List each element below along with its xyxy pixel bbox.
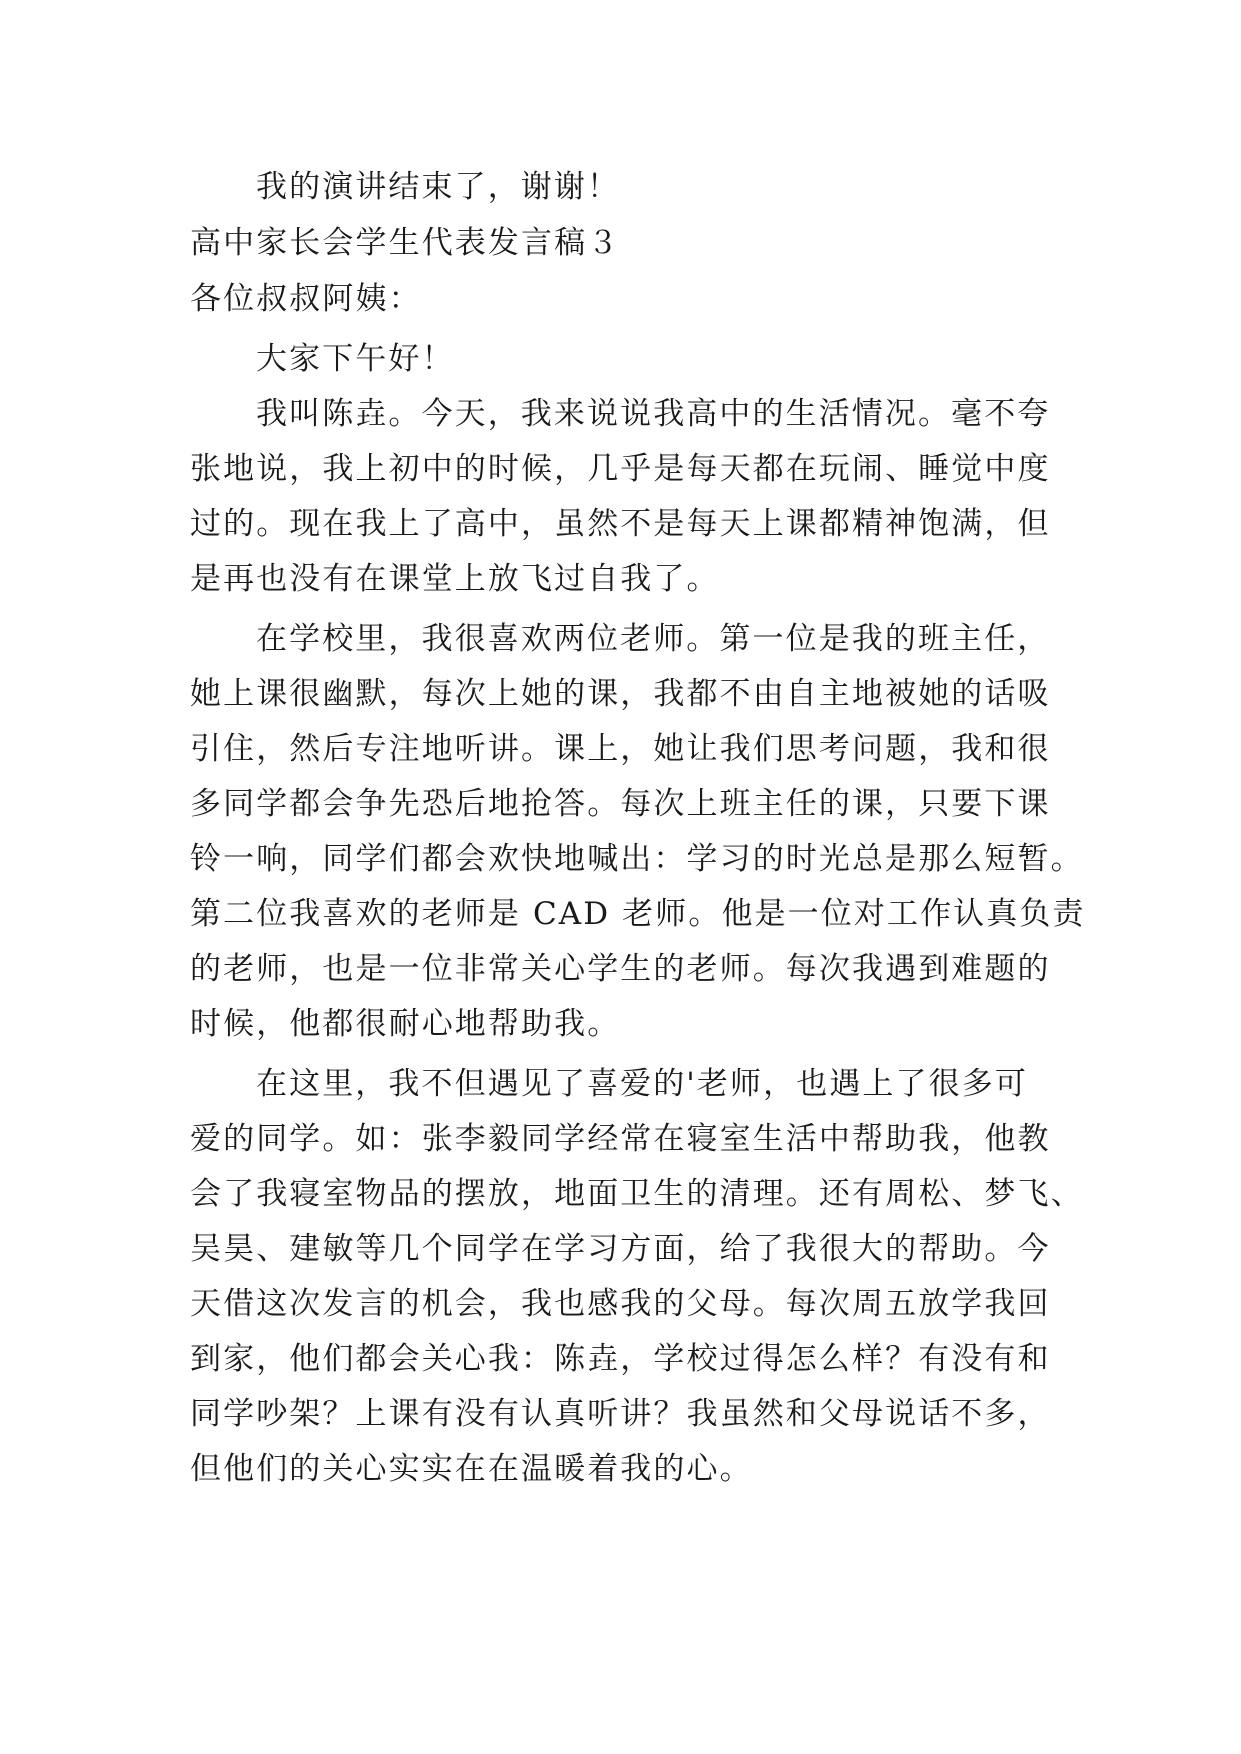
paragraph-3-line-7: 同学吵架？上课有没有认真听讲？我虽然和父母说话不多， xyxy=(190,1396,1051,1432)
salutation: 各位叔叔阿姨： xyxy=(190,281,422,317)
paragraph-3-line-2: 爱的同学。如：张李毅同学经常在寝室生活中帮助我，他教 xyxy=(190,1121,1051,1157)
paragraph-1-line-1: 我叫陈垚。今天，我来说说我高中的生活情况。毫不夸 xyxy=(256,396,1051,432)
paragraph-1-line-3: 过的。现在我上了高中，虽然不是每天上课都精神饱满，但 xyxy=(190,506,1051,542)
greeting: 大家下午好！ xyxy=(256,341,455,377)
paragraph-2-line-7: 的老师，也是一位非常关心学生的老师。每次我遇到难题的 xyxy=(190,951,1051,987)
paragraph-1-line-2: 张地说，我上初中的时候，几乎是每天都在玩闹、睡觉中度 xyxy=(190,451,1051,487)
closing-line: 我的演讲结束了，谢谢！ xyxy=(256,169,621,205)
paragraph-2-line-1: 在学校里，我很喜欢两位老师。第一位是我的班主任， xyxy=(256,621,1051,657)
section-title: 高中家长会学生代表发言稿３ xyxy=(190,225,621,261)
paragraph-3-line-8: 但他们的关心实实在在温暖着我的心。 xyxy=(190,1451,753,1487)
paragraph-2-line-6: 第二位我喜欢的老师是 CAD 老师。他是一位对工作认真负责 xyxy=(190,896,1086,932)
paragraph-3-line-4: 吴昊、建敏等几个同学在学习方面，给了我很大的帮助。今 xyxy=(190,1231,1051,1267)
paragraph-2-line-5: 铃一响，同学们都会欢快地喊出：学习的时光总是那么短暂。 xyxy=(190,841,1084,877)
paragraph-2-line-4: 多同学都会争先恐后地抢答。每次上班主任的课，只要下课 xyxy=(190,786,1051,822)
paragraph-3-line-3: 会了我寝室物品的摆放，地面卫生的清理。还有周松、梦飞、 xyxy=(190,1176,1084,1212)
paragraph-3-line-1: 在这里，我不但遇见了喜爱的'老师，也遇上了很多可 xyxy=(256,1066,1028,1102)
paragraph-2-line-8: 时候，他都很耐心地帮助我。 xyxy=(190,1006,621,1042)
paragraph-2-line-2: 她上课很幽默，每次上她的课，我都不由自主地被她的话吸 xyxy=(190,676,1051,712)
paragraph-3-line-6: 到家，他们都会关心我：陈垚，学校过得怎么样？有没有和 xyxy=(190,1341,1051,1377)
paragraph-3-line-5: 天借这次发言的机会，我也感我的父母。每次周五放学我回 xyxy=(190,1286,1051,1322)
paragraph-2-line-3: 引住，然后专注地听讲。课上，她让我们思考问题，我和很 xyxy=(190,731,1051,767)
paragraph-1-line-4: 是再也没有在课堂上放飞过自我了。 xyxy=(190,561,720,597)
